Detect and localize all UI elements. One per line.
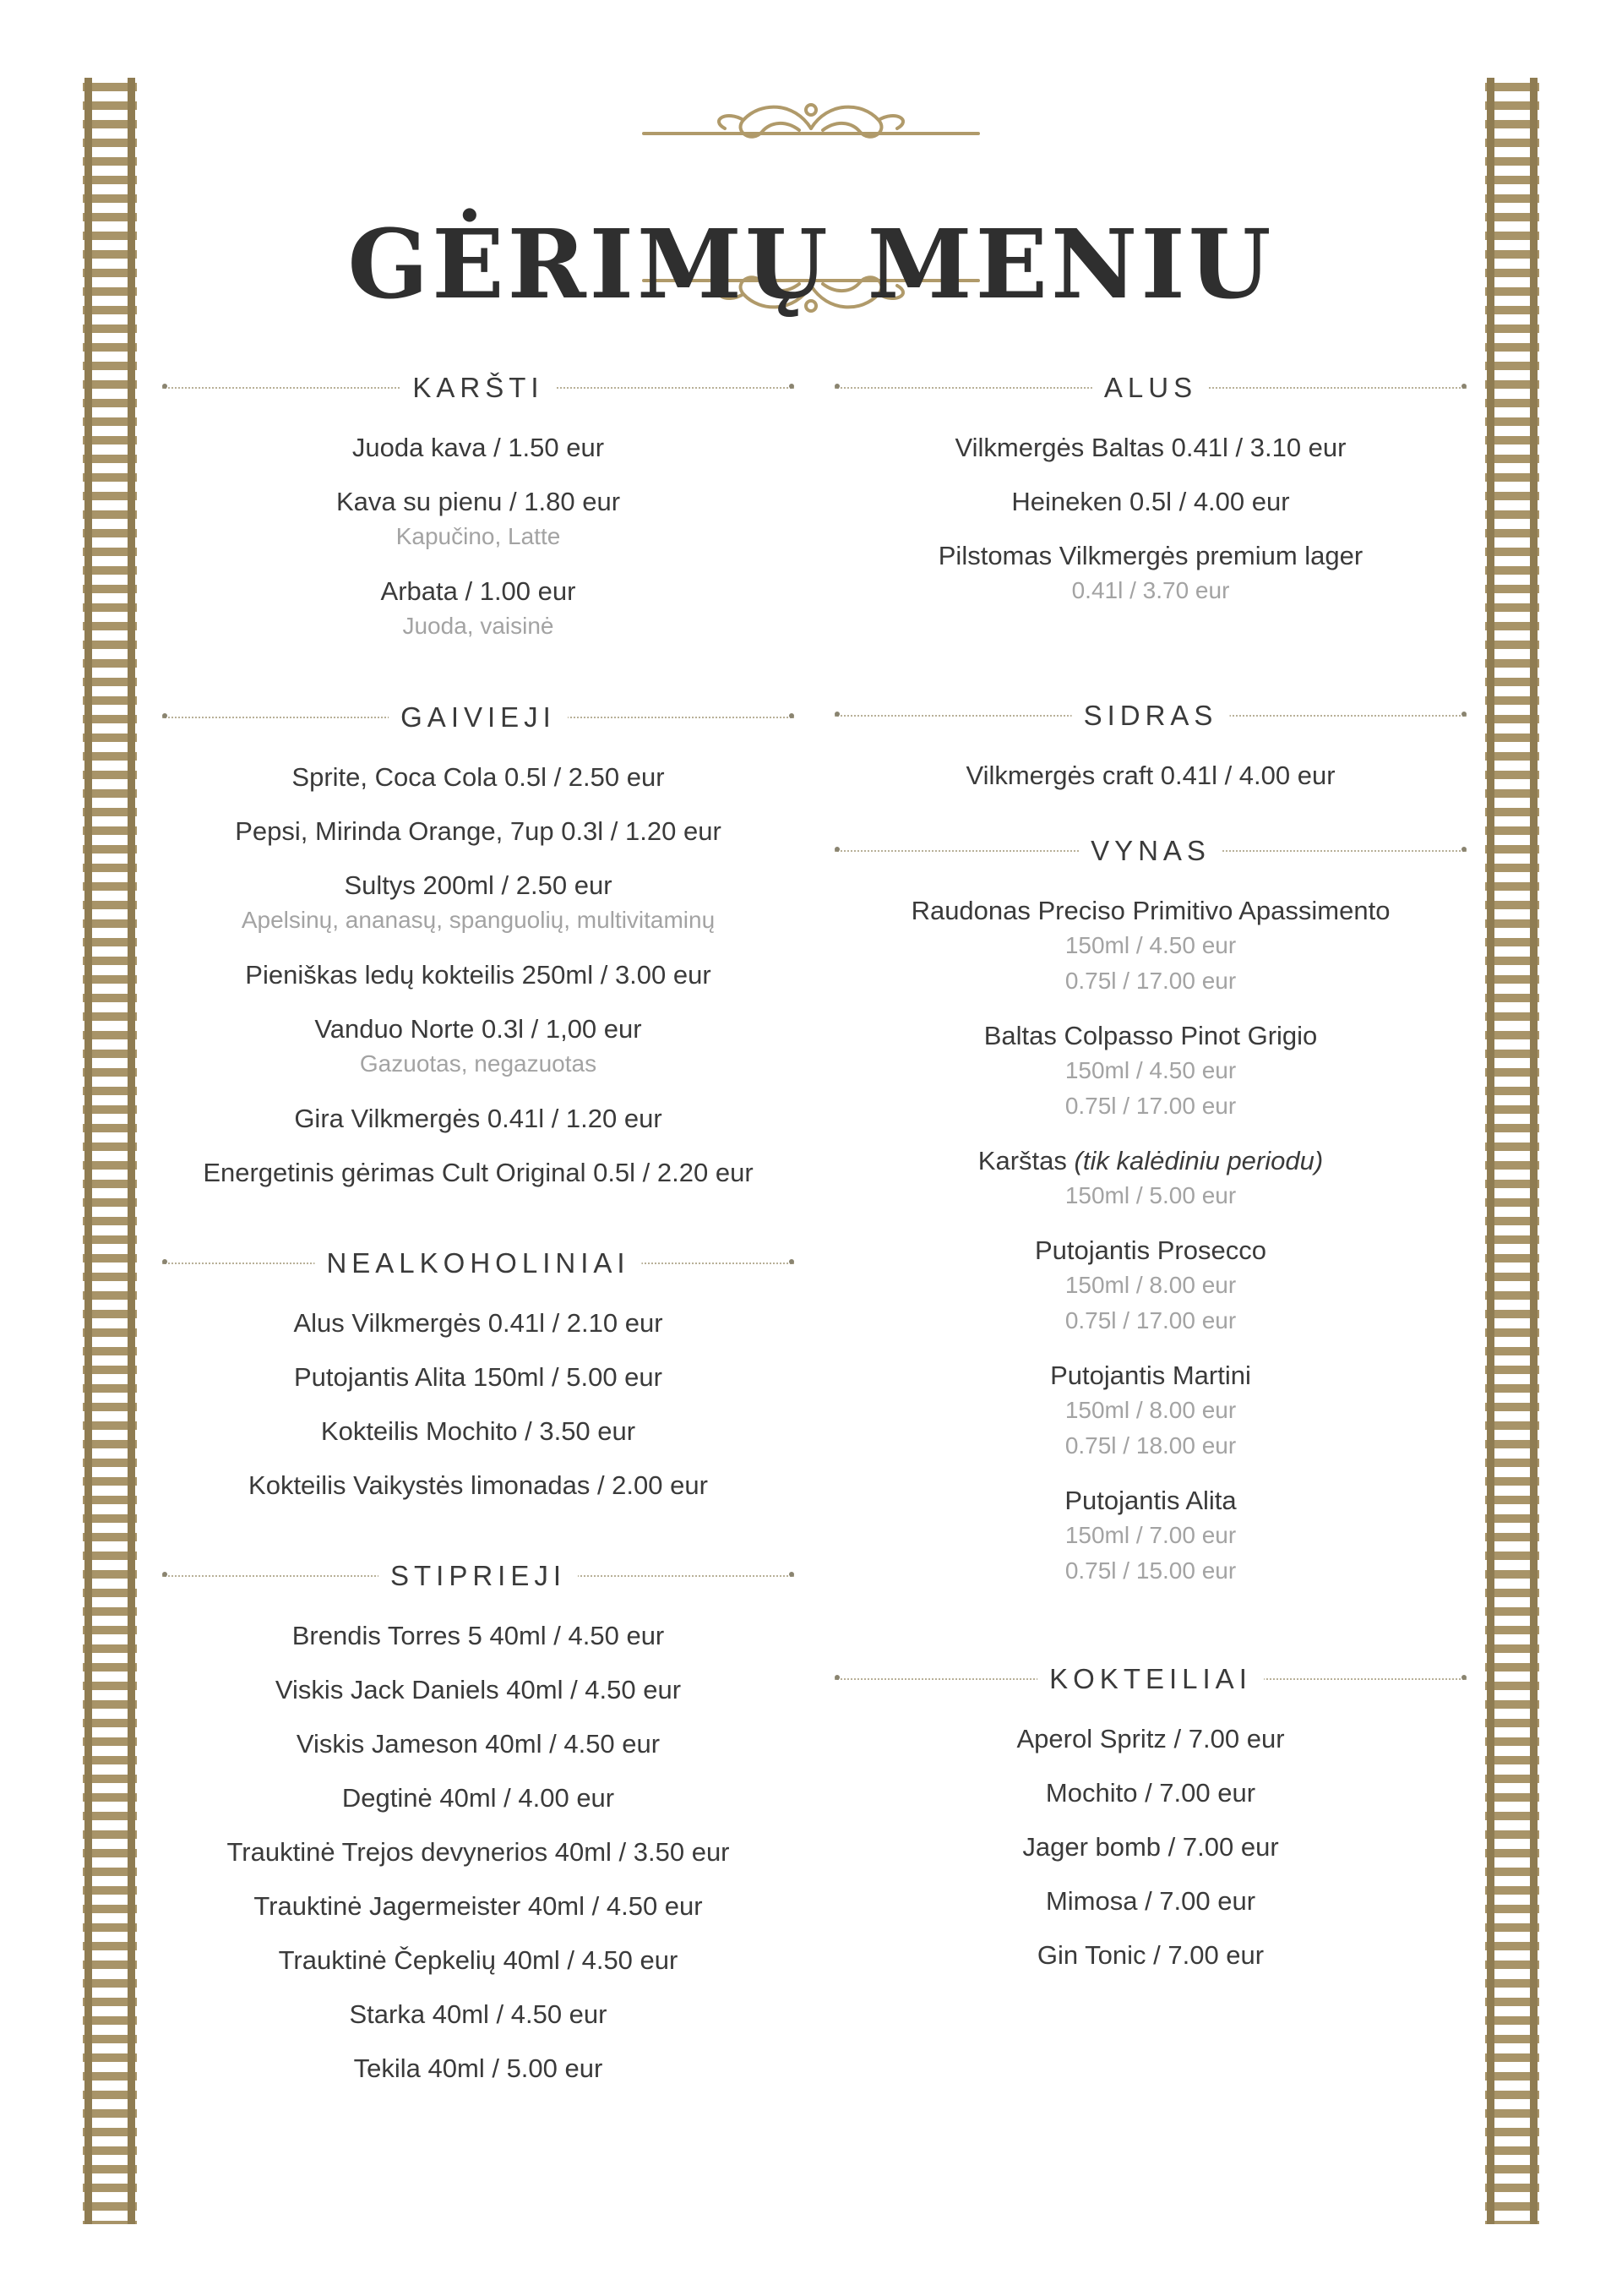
menu-item <box>162 1361 794 1394</box>
item-name-text: Putojantis Alita 150ml / 5.00 eur <box>294 1362 662 1392</box>
item-name <box>835 1234 1467 1268</box>
item-name <box>835 894 1467 928</box>
menu-item <box>162 1415 794 1448</box>
left-railway-track-decoration <box>78 78 142 2224</box>
item-name <box>162 815 794 848</box>
item-name <box>162 431 794 465</box>
item-detail: Kapučino, Latte <box>395 523 561 549</box>
section-heading <box>162 693 794 740</box>
divider-dot-icon <box>789 1572 794 1577</box>
divider-dot-icon <box>835 712 840 717</box>
menu-section <box>835 1655 1467 1972</box>
menu-item <box>162 1890 794 1923</box>
section-heading <box>835 1655 1467 1702</box>
item-name-text: Starka 40ml / 4.50 eur <box>349 1999 607 2029</box>
item-detail: 150ml / 4.50 eur <box>1064 1057 1237 1083</box>
item-name-text: Putojantis Martini <box>1050 1361 1251 1390</box>
section-items <box>162 761 794 1190</box>
menu-item <box>835 1484 1467 1589</box>
menu-item <box>835 759 1467 793</box>
menu-item <box>162 1727 794 1761</box>
divider-dot-icon <box>162 713 167 718</box>
menu-section <box>162 363 794 644</box>
item-detail: 150ml / 8.00 eur <box>1064 1272 1237 1298</box>
item-name-text: Tekila 40ml / 5.00 eur <box>353 2053 603 2083</box>
item-name-text: Raudonas Preciso Primitivo Apassimento <box>911 896 1391 925</box>
menu-item <box>162 575 794 644</box>
item-name <box>162 1944 794 1977</box>
section-heading <box>835 363 1467 411</box>
item-name-text: Vilkmergės craft 0.41l / 4.00 eur <box>966 761 1336 790</box>
divider-dot-icon <box>789 384 794 389</box>
menu-section <box>162 693 794 1190</box>
item-name <box>162 761 794 794</box>
menu-section <box>835 691 1467 793</box>
item-name <box>835 1722 1467 1756</box>
divider-dot-icon <box>1461 712 1467 717</box>
section-items <box>835 894 1467 1589</box>
item-name <box>835 1884 1467 1918</box>
item-name-text: Brendis Torres 5 40ml / 4.50 eur <box>291 1621 665 1650</box>
menu-item <box>162 1156 794 1190</box>
menu-item <box>835 539 1467 608</box>
item-name-text: Karštas <box>977 1146 1067 1175</box>
menu-item <box>162 815 794 848</box>
item-name-text: Kava su pienu / 1.80 eur <box>335 487 621 516</box>
divider-dot-icon <box>1461 384 1467 389</box>
item-name-text: Gira Vilkmergės 0.41l / 1.20 eur <box>294 1104 662 1133</box>
section-items <box>162 1306 794 1502</box>
menu-section <box>162 1239 794 1502</box>
item-detail: 0.75l / 17.00 eur <box>1064 968 1237 994</box>
item-name <box>162 575 794 608</box>
item-name-text: Gin Tonic / 7.00 eur <box>1037 1940 1265 1970</box>
right-railway-track-decoration <box>1480 78 1544 2224</box>
item-name-text: Kokteilis Mochito / 3.50 eur <box>320 1416 636 1446</box>
item-name <box>162 1619 794 1653</box>
item-name <box>162 1781 794 1815</box>
item-name-text: Kokteilis Vaikystės limonadas / 2.00 eur <box>248 1470 708 1500</box>
divider-dot-icon <box>835 847 840 852</box>
menu-item <box>162 1469 794 1502</box>
item-name <box>835 1019 1467 1053</box>
menu-item <box>162 1781 794 1815</box>
right-menu-column <box>835 363 1467 1972</box>
menu-header <box>0 68 1622 355</box>
menu-section <box>835 826 1467 1589</box>
menu-item <box>162 1998 794 2031</box>
section-items <box>162 431 794 644</box>
item-name <box>162 1673 794 1707</box>
menu-item <box>835 1884 1467 1918</box>
item-name <box>162 1361 794 1394</box>
item-name-text: Trauktinė Jagermeister 40ml / 4.50 eur <box>253 1891 703 1921</box>
item-name-text: Viskis Jack Daniels 40ml / 4.50 eur <box>275 1675 682 1704</box>
menu-section <box>162 1552 794 2086</box>
item-detail: Gazuotas, negazuotas <box>359 1050 597 1077</box>
section-title: GAIVIEJI <box>389 701 568 734</box>
menu-item <box>162 869 794 938</box>
menu-item <box>835 1359 1467 1464</box>
item-name-text: Putojantis Prosecco <box>1035 1235 1266 1265</box>
section-title: NEALKOHOLINIAI <box>314 1247 641 1279</box>
item-name <box>162 1415 794 1448</box>
divider-dot-icon <box>789 713 794 718</box>
menu-item <box>162 1306 794 1340</box>
item-name-text: Putojantis Alita <box>1064 1486 1237 1515</box>
item-name <box>162 1469 794 1502</box>
item-name-text: Energetinis gėrimas Cult Original 0.5l / 2.20 eur <box>203 1158 754 1187</box>
item-name <box>835 1359 1467 1393</box>
menu-item <box>162 1102 794 1136</box>
item-detail: 0.75l / 18.00 eur <box>1064 1432 1237 1459</box>
rail-ladder-graphic <box>1480 78 1544 2224</box>
item-note: (tik kalėdiniu periodu) <box>1074 1146 1324 1175</box>
menu-item <box>162 1673 794 1707</box>
item-detail: 150ml / 8.00 eur <box>1064 1397 1237 1423</box>
menu-item <box>162 1835 794 1869</box>
item-detail: Juoda, vaisinė <box>402 613 554 639</box>
item-name <box>162 1102 794 1136</box>
item-name <box>162 1012 794 1046</box>
item-name-text: Viskis Jameson 40ml / 4.50 eur <box>296 1729 661 1759</box>
item-name <box>162 1890 794 1923</box>
menu-item <box>835 1776 1467 1810</box>
menu-item <box>162 1944 794 1977</box>
menu-item <box>162 2052 794 2086</box>
section-title: SIDRAS <box>1072 700 1230 732</box>
menu-item <box>162 431 794 465</box>
item-name-text: Juoda kava / 1.50 eur <box>351 433 605 462</box>
item-detail: 0.41l / 3.70 eur <box>1071 577 1230 603</box>
rail-ladder-graphic <box>78 78 142 2224</box>
item-name-text: Vilkmergės Baltas 0.41l / 3.10 eur <box>955 433 1347 462</box>
item-name <box>835 1144 1467 1178</box>
menu-item <box>835 1939 1467 1972</box>
item-detail: 0.75l / 15.00 eur <box>1064 1557 1237 1584</box>
item-name-text: Sultys 200ml / 2.50 eur <box>344 870 612 900</box>
menu-item <box>835 431 1467 465</box>
menu-section <box>835 363 1467 608</box>
item-name-text: Arbata / 1.00 eur <box>380 576 576 606</box>
section-title: KARŠTI <box>400 372 555 404</box>
page-title: GĖRIMŲ MENIU <box>347 210 1275 320</box>
item-name-text: Trauktinė Čepkelių 40ml / 4.50 eur <box>278 1945 678 1975</box>
section-heading <box>162 1239 794 1286</box>
menu-item <box>835 1019 1467 1124</box>
item-name <box>835 1776 1467 1810</box>
item-name-text: Alus Vilkmergės 0.41l / 2.10 eur <box>293 1308 663 1338</box>
item-detail: 0.75l / 17.00 eur <box>1064 1307 1237 1333</box>
item-name-text: Trauktinė Trejos devynerios 40ml / 3.50 eur <box>226 1837 730 1867</box>
item-name-text: Heineken 0.5l / 4.00 eur <box>1011 487 1290 516</box>
item-name-text: Degtinė 40ml / 4.00 eur <box>341 1783 615 1813</box>
menu-item <box>162 1012 794 1082</box>
section-title: KOKTEILIAI <box>1037 1663 1264 1695</box>
item-name-text: Mochito / 7.00 eur <box>1045 1778 1256 1808</box>
item-name <box>162 1727 794 1761</box>
menu-item <box>835 1144 1467 1213</box>
section-heading <box>835 691 1467 739</box>
menu-item <box>835 1234 1467 1339</box>
section-heading <box>162 363 794 411</box>
item-name <box>835 1939 1467 1972</box>
divider-dot-icon <box>162 1259 167 1264</box>
item-name <box>162 1156 794 1190</box>
item-detail: 150ml / 7.00 eur <box>1064 1522 1237 1548</box>
divider-dot-icon <box>835 384 840 389</box>
menu-item <box>835 485 1467 519</box>
item-detail: 0.75l / 17.00 eur <box>1064 1093 1237 1119</box>
item-detail: 150ml / 5.00 eur <box>1064 1182 1237 1208</box>
item-name <box>162 958 794 992</box>
divider-dot-icon <box>162 384 167 389</box>
section-title: ALUS <box>1092 372 1209 404</box>
item-detail: 150ml / 4.50 eur <box>1064 932 1237 958</box>
menu-item <box>162 485 794 554</box>
menu-item <box>162 958 794 992</box>
item-name <box>835 1830 1467 1864</box>
item-name <box>835 485 1467 519</box>
menu-item <box>162 1619 794 1653</box>
item-name <box>162 1835 794 1869</box>
item-name <box>835 1484 1467 1518</box>
item-name-text: Pieniškas ledų kokteilis 250ml / 3.00 eur <box>245 960 711 990</box>
item-name-text: Pilstomas Vilkmergės premium lager <box>938 541 1363 570</box>
section-items <box>162 1619 794 2086</box>
menu-item <box>835 1722 1467 1756</box>
section-items <box>835 431 1467 608</box>
item-detail: Apelsinų, ananasų, spanguolių, multivitaminų <box>241 907 716 933</box>
section-heading <box>162 1552 794 1599</box>
section-title: STIPRIEJI <box>378 1560 578 1592</box>
item-name <box>162 485 794 519</box>
item-name <box>162 2052 794 2086</box>
divider-dot-icon <box>162 1572 167 1577</box>
item-name-text: Vanduo Norte 0.3l / 1,00 eur <box>314 1014 642 1044</box>
item-name-text: Aperol Spritz / 7.00 eur <box>1016 1724 1285 1753</box>
item-name <box>162 1998 794 2031</box>
section-heading <box>835 826 1467 874</box>
section-items <box>835 759 1467 793</box>
item-name-text: Baltas Colpasso Pinot Grigio <box>983 1021 1318 1050</box>
item-name-text: Pepsi, Mirinda Orange, 7up 0.3l / 1.20 eur <box>235 816 721 846</box>
item-name <box>162 1306 794 1340</box>
item-name <box>835 539 1467 573</box>
menu-item <box>835 894 1467 999</box>
item-name-text: Mimosa / 7.00 eur <box>1045 1886 1256 1916</box>
menu-item <box>162 761 794 794</box>
left-menu-column <box>162 363 794 2086</box>
divider-dot-icon <box>1461 847 1467 852</box>
item-name <box>162 869 794 903</box>
divider-dot-icon <box>1461 1675 1467 1680</box>
divider-dot-icon <box>789 1259 794 1264</box>
section-title: VYNAS <box>1079 835 1222 867</box>
item-name-text: Jager bomb / 7.00 eur <box>1022 1832 1279 1862</box>
item-name <box>835 431 1467 465</box>
item-name <box>835 759 1467 793</box>
divider-dot-icon <box>835 1675 840 1680</box>
item-name-text: Sprite, Coca Cola 0.5l / 2.50 eur <box>291 762 665 792</box>
menu-item <box>835 1830 1467 1864</box>
section-items <box>835 1722 1467 1972</box>
